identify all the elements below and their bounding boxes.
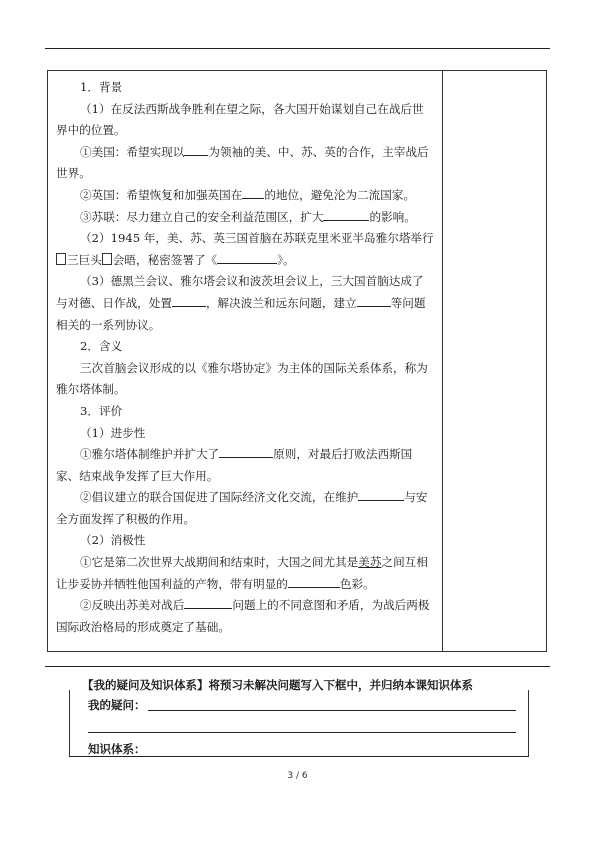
paragraph-progressive-2: ②倡议建立的联合国促进了国际经济文化交流，在维护 与安全方面发挥了积极的作用。 xyxy=(56,490,428,526)
heading-negative: （2）消极性 xyxy=(80,533,146,548)
paragraph-intro: （1）在反法西斯战争胜利在望之际，各大国开始谋划自己在战后世界中的位置。 xyxy=(56,101,424,138)
bracket-icon xyxy=(56,253,66,265)
blank-establish[interactable] xyxy=(357,294,391,307)
paragraph-ussr: ③苏联：尽力建立自己的安全利益范围区，扩大 的影响。 xyxy=(80,209,416,224)
top-rule xyxy=(45,48,550,49)
blank-postwar[interactable] xyxy=(184,596,232,609)
heading-background: 1．背景 xyxy=(80,80,123,94)
knowledge-label: 知识体系： xyxy=(88,742,146,756)
blank-uk[interactable] xyxy=(242,186,264,199)
notes-column-divider xyxy=(442,71,443,651)
paragraph-negative-1: ①它是第二次世界大战期间和结束时，大国之间尤其是美苏之间互相让步妥协并牺牲他国利益的产物，带有明显的 色彩。 xyxy=(56,555,428,591)
paragraph-meaning: 三次首脑会议形成的以《雅尔塔协定》为主体的国际关系体系，称为雅尔塔体制。 xyxy=(56,360,428,397)
paragraph-conferences: （3）德黑兰会议、雅尔塔会议和波茨坦会议上，三大国首脑达成了与对德、日作战，处置 ，解决波兰和远东问题，建立 等问题相关的一系列协议。 xyxy=(56,274,426,332)
page-number: 3 / 6 xyxy=(287,771,308,781)
section-title: 【我的疑问及知识体系】将预习未解决问题写入下框中，并归纳本课知识体系 xyxy=(82,678,473,692)
blank-ussr[interactable] xyxy=(323,208,369,221)
blank-principle[interactable] xyxy=(219,445,273,458)
bracket-icon xyxy=(102,253,112,265)
content-table xyxy=(47,70,547,652)
lesson-content xyxy=(56,77,434,638)
blank-usa[interactable] xyxy=(184,143,208,156)
paragraph-yalta: （2）1945 年，美、苏、英三国首脑在苏联克里米亚半岛雅尔塔举行三巨头 会晤，秘密签署了《 》。 xyxy=(56,228,434,271)
blank-color[interactable] xyxy=(288,575,340,588)
question-label: 我的疑问： xyxy=(88,698,146,712)
paragraph-usa: ①美国：希望实现以 为领袖的美、中、苏、英的合作，主宰战后世界。 xyxy=(56,144,429,181)
blank-dispose[interactable] xyxy=(172,294,206,307)
paragraph-uk: ②英国：希望恢复和加强英国在 的地位，避免沦为二流国家。 xyxy=(80,187,416,202)
section-rule xyxy=(45,666,550,667)
knowledge-baseline xyxy=(69,756,529,757)
heading-progressive: （1）进步性 xyxy=(80,425,146,440)
heading-meaning: 2．含义 xyxy=(80,339,123,354)
question-line[interactable] xyxy=(148,710,516,711)
question-line-2[interactable] xyxy=(88,732,516,733)
blank-agreement[interactable] xyxy=(217,251,277,264)
paragraph-negative-2: ②反映出苏美对战后 问题上的不同意图和矛盾，为战后两极国际政治格局的形成奠定了基础。 xyxy=(56,598,430,634)
blank-maintain[interactable] xyxy=(358,488,404,501)
us-ussr-text: 美苏 xyxy=(358,555,382,570)
heading-evaluation: 3．评价 xyxy=(80,403,123,418)
paragraph-progressive-1: ①雅尔塔体制维护并扩大了 原则，对最后打败法西斯国家、结束战争发挥了巨大作用。 xyxy=(56,447,413,483)
